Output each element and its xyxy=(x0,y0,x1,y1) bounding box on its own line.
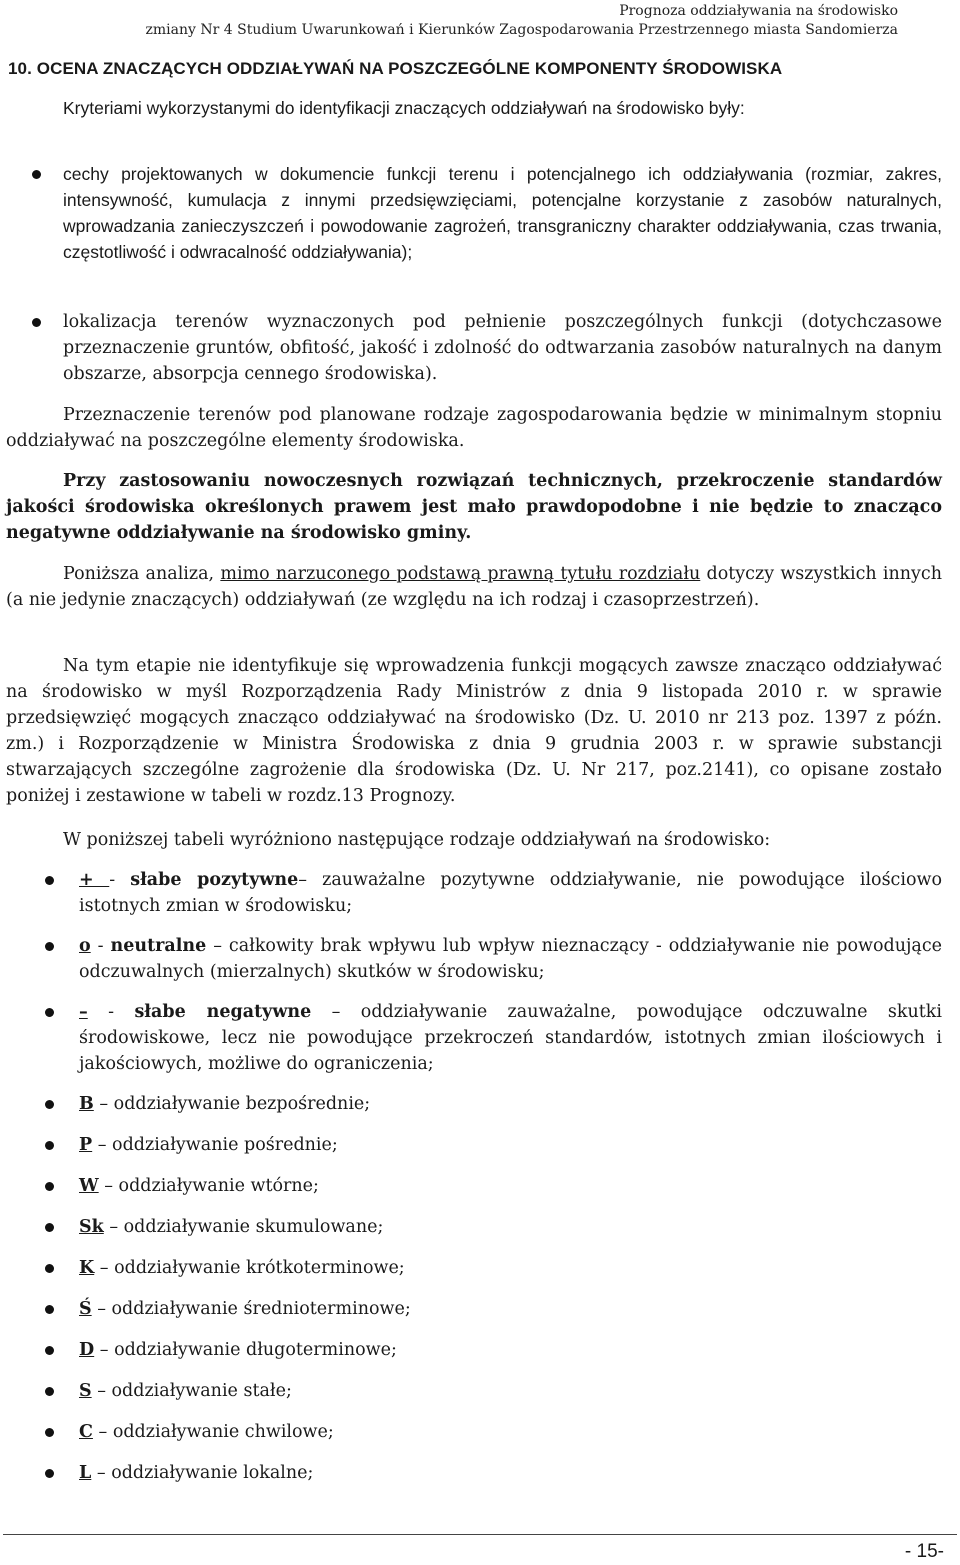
legend-symbol: + xyxy=(79,870,110,890)
legend-list xyxy=(6,867,942,1501)
legend-symbol: P xyxy=(79,1135,93,1155)
legend-symbol: S xyxy=(79,1381,92,1401)
legend-item xyxy=(6,1255,942,1281)
legend-separator: - xyxy=(90,936,111,956)
bullet-icon xyxy=(45,1008,54,1017)
analysis-after: dotyczy wszystkich innych (a nie jedynie znaczących) oddziaływań (ze względu na ich rodzaj i czasoprzestrzeń). xyxy=(6,564,942,610)
legend-keyword: słabe negatywne xyxy=(134,1002,312,1022)
legend-item xyxy=(6,867,942,919)
page-header xyxy=(146,2,899,40)
bullet-icon xyxy=(45,1346,54,1355)
table-intro-text: W poniższej tabeli wyróżniono następujące rodzaje oddziaływań na środowisko: xyxy=(63,830,771,850)
legend-item xyxy=(6,1296,942,1322)
bold-paragraph xyxy=(6,468,942,546)
legend-description: – oddziaływanie zauważalne, powodujące odczuwalne skutki środowiskowe, lecz nie powodujące przekroczeń standardów, istotnych zmian ilościowych i jakościowych, możliwe do ograniczenia; xyxy=(79,1002,942,1074)
bullet-icon xyxy=(45,1387,54,1396)
bullet-icon xyxy=(45,1141,54,1150)
legend-symbol: – xyxy=(79,1002,88,1022)
intro-text: Kryteriami wykorzystanymi do identyfikacji znaczących oddziaływań na środowisko były: xyxy=(63,98,745,118)
legend-item xyxy=(6,1132,942,1158)
bullet-icon xyxy=(45,1305,54,1314)
legend-keyword: słabe pozytywne xyxy=(130,870,299,890)
legend-symbol: D xyxy=(79,1340,95,1360)
legend-separator: - xyxy=(87,1002,135,1022)
analysis-underlined: mimo narzuconego podstawą prawną tytułu rozdziału xyxy=(220,564,701,584)
table-intro-paragraph xyxy=(6,827,942,853)
bullet-icon xyxy=(45,1182,54,1191)
legend-symbol: K xyxy=(79,1258,95,1278)
criteria-item-text: cechy projektowanych w dokumencie funkcji terenu i potencjalnego ich oddziaływania (rozmiar, zakres, intensywność, kumulacja z innymi przedsięwzięciami, potencjalne korzystanie z zasobów naturalnych, wprowadzania zanieczyszczeń i powodowanie zagrożeń, transgraniczny charakter oddziaływania, czas trwania, częstotliwość i odwracalność oddziaływania); xyxy=(63,164,942,262)
header-subtitle: zmiany Nr 4 Studium Uwarunkowań i Kierunków Zagospodarowania Przestrzennego miasta Sandomierza xyxy=(145,22,898,38)
legend-description: – oddziaływanie długoterminowe; xyxy=(94,1340,397,1360)
analysis-paragraph xyxy=(6,561,942,613)
legend-description: – całkowity brak wpływu lub wpływ nieznaczący - oddziaływanie nie powodujące odczuwalnych (mierzalnych) skutków w środowisku; xyxy=(79,936,942,982)
legend-description: – zauważalne pozytywne oddziaływanie, nie powodujące ilościowo istotnych zmian w środowisku; xyxy=(79,870,943,916)
legend-description: – oddziaływanie stałe; xyxy=(91,1381,292,1401)
bullet-icon xyxy=(32,318,41,327)
bullet-icon xyxy=(45,1223,54,1232)
legend-symbol: B xyxy=(79,1094,94,1114)
legend-symbol: C xyxy=(79,1422,93,1442)
legend-symbol: Ś xyxy=(79,1299,92,1319)
legend-symbol: o xyxy=(79,936,91,956)
legend-symbol: L xyxy=(79,1463,92,1483)
bullet-icon xyxy=(45,1428,54,1437)
legend-separator: - xyxy=(109,870,131,890)
bullet-icon xyxy=(45,942,54,951)
legend-description: – oddziaływanie lokalne; xyxy=(91,1463,314,1483)
legend-description: – oddziaływanie skumulowane; xyxy=(103,1217,384,1237)
destination-paragraph xyxy=(6,402,942,454)
criteria-list-2 xyxy=(6,309,942,387)
section-title: 10. OCENA ZNACZĄCYCH ODDZIAŁYWAŃ NA POSZCZEGÓLNE KOMPONENTY ŚRODOWISKA xyxy=(8,59,783,78)
legend-description: – oddziaływanie chwilowe; xyxy=(92,1422,334,1442)
bullet-icon xyxy=(45,1100,54,1109)
legend-item xyxy=(6,1091,942,1117)
intro-paragraph xyxy=(6,95,942,121)
bullet-icon xyxy=(32,170,41,179)
legend-item xyxy=(6,1419,942,1445)
legend-description: – oddziaływanie pośrednie; xyxy=(92,1135,338,1155)
legend-item xyxy=(6,1214,942,1240)
legend-symbol: W xyxy=(79,1176,99,1196)
destination-text: Przeznaczenie terenów pod planowane rodzaje zagospodarowania będzie w minimalnym stopniu oddziaływać na poszczególne elementy środowiska. xyxy=(6,405,942,451)
bullet-icon xyxy=(45,1264,54,1273)
legend-item xyxy=(6,1337,942,1363)
legend-keyword: neutralne xyxy=(110,936,207,956)
header-title: Prognoza oddziaływania na środowisko xyxy=(619,3,898,19)
bullet-icon xyxy=(45,876,54,885)
legend-item xyxy=(6,933,942,985)
bullet-icon xyxy=(45,1469,54,1478)
legend-item xyxy=(6,1378,942,1404)
legend-description: – oddziaływanie wtórne; xyxy=(98,1176,319,1196)
criteria-item xyxy=(6,161,942,265)
legend-item xyxy=(6,999,942,1077)
legend-description: – oddziaływanie średnioterminowe; xyxy=(91,1299,411,1319)
stage-text: Na tym etapie nie identyfikuje się wprowadzenia funkcji mogących zawsze znacząco oddziaływać na środowisko w myśl Rozporządzenia Rady Ministrów z dnia 9 listopada 2010 r. w sprawie przedsięwzięć mogących znacząco oddziaływać na środowisko (Dz. U. 2010 nr 213 poz. 1397 z późn. zm.) i Rozporządzenie w Ministra Środowiska z dnia 9 grudnia 2003 r. w sprawie substancji stwarzających szczególne zagrożenie dla środowiska (Dz. U. Nr 217, poz.2141), co opisane zostało poniżej i zestawione w tabeli w rozdz.13 Prognozy. xyxy=(6,656,942,806)
legend-item xyxy=(6,1173,942,1199)
criteria-item-text: lokalizacja terenów wyznaczonych pod pełnienie poszczególnych funkcji (dotychczasowe przeznaczenie gruntów, obfitość, jakość i zdolność do odtwarzania zasobów naturalnych na danym obszarze, absorpcja cennego środowiska). xyxy=(63,312,942,384)
footer-divider xyxy=(3,1534,957,1535)
legend-description: – oddziaływanie bezpośrednie; xyxy=(93,1094,371,1114)
analysis-before: Poniższa analiza, xyxy=(63,564,221,584)
stage-paragraph xyxy=(6,653,942,809)
legend-symbol: Sk xyxy=(79,1217,104,1237)
criteria-list xyxy=(6,161,942,265)
criteria-item xyxy=(6,309,942,387)
legend-description: – oddziaływanie krótkoterminowe; xyxy=(94,1258,405,1278)
bold-text: Przy zastosowaniu nowoczesnych rozwiązań technicznych, przekroczenie standardów jakości środowiska określonych prawem jest mało prawdopodobne i nie będzie to znacząco negatywne oddziaływanie na środowisko gminy. xyxy=(6,471,942,543)
page-number: - 15- xyxy=(904,1541,944,1562)
legend-item xyxy=(6,1460,942,1486)
